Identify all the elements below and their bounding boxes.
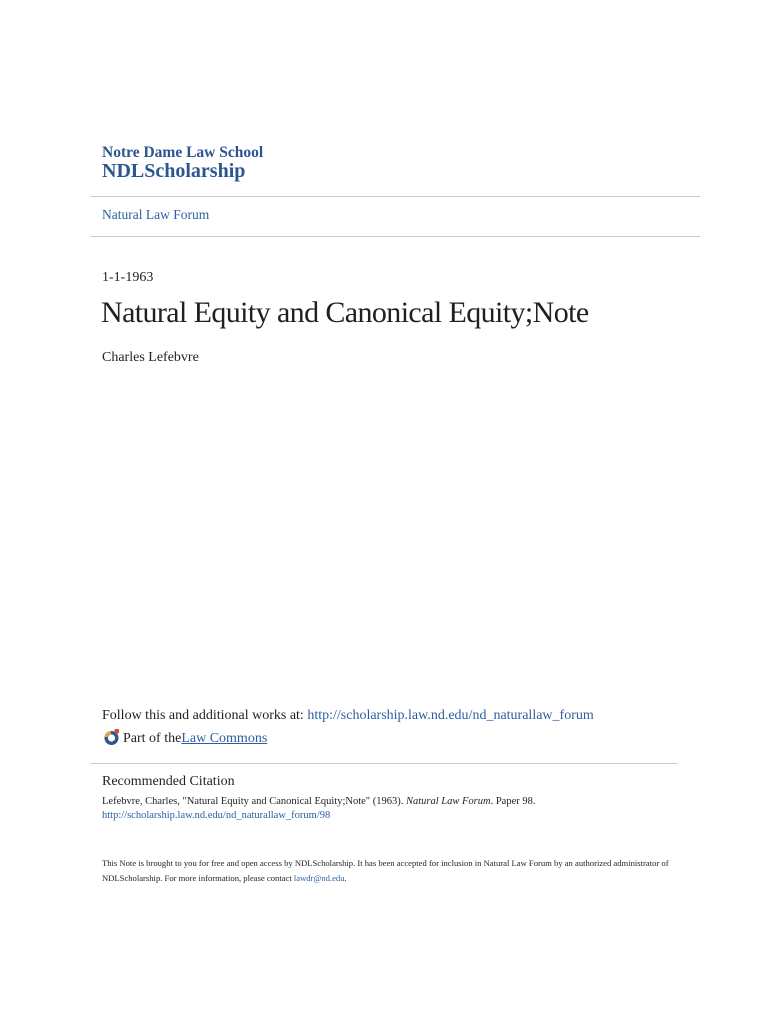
notice-text: This Note is brought to you for free and open access by NDLScholarship. It has been accepted for inclusion in Natural Law Forum by an authorized administrator of NDLScholarship. For more information, please contact bbox=[102, 858, 669, 883]
access-notice bbox=[102, 856, 682, 886]
series-link[interactable]: Natural Law Forum bbox=[102, 207, 210, 222]
follow-line bbox=[102, 708, 594, 724]
citation-url-link[interactable]: http://scholarship.law.nd.edu/nd_naturallaw_forum/98 bbox=[102, 810, 331, 821]
divider-top bbox=[90, 196, 700, 197]
article-author: Charles Lefebvre bbox=[102, 350, 199, 365]
part-of-prefix: Part of the bbox=[123, 731, 182, 746]
bepress-commons-icon bbox=[102, 728, 120, 746]
divider-header bbox=[90, 236, 700, 237]
law-commons-link[interactable]: Law Commons bbox=[181, 731, 268, 746]
article-title: Natural Equity and Canonical Equity;Note bbox=[101, 296, 589, 329]
divider-citation bbox=[90, 763, 678, 764]
repository-name[interactable]: NDLScholarship bbox=[102, 160, 246, 182]
citation-url bbox=[102, 810, 330, 821]
publication-date: 1-1-1963 bbox=[102, 270, 154, 285]
citation-text-after: . Paper 98. bbox=[490, 796, 536, 807]
school-name: Notre Dame Law School bbox=[102, 144, 264, 161]
follow-prefix: Follow this and additional works at: bbox=[102, 708, 308, 723]
contact-email-link[interactable]: lawdr@nd.edu bbox=[293, 873, 345, 883]
notice-end: . bbox=[344, 873, 347, 883]
citation-heading: Recommended Citation bbox=[102, 774, 235, 789]
follow-url-link[interactable]: http://scholarship.law.nd.edu/nd_naturallaw_forum bbox=[307, 708, 594, 723]
citation-journal: Natural Law Forum bbox=[405, 796, 491, 807]
citation-text-before: Lefebvre, Charles, "Natural Equity and Canonical Equity;Note" (1963). bbox=[102, 796, 406, 807]
part-of-line bbox=[102, 730, 267, 748]
citation-text bbox=[102, 796, 535, 807]
